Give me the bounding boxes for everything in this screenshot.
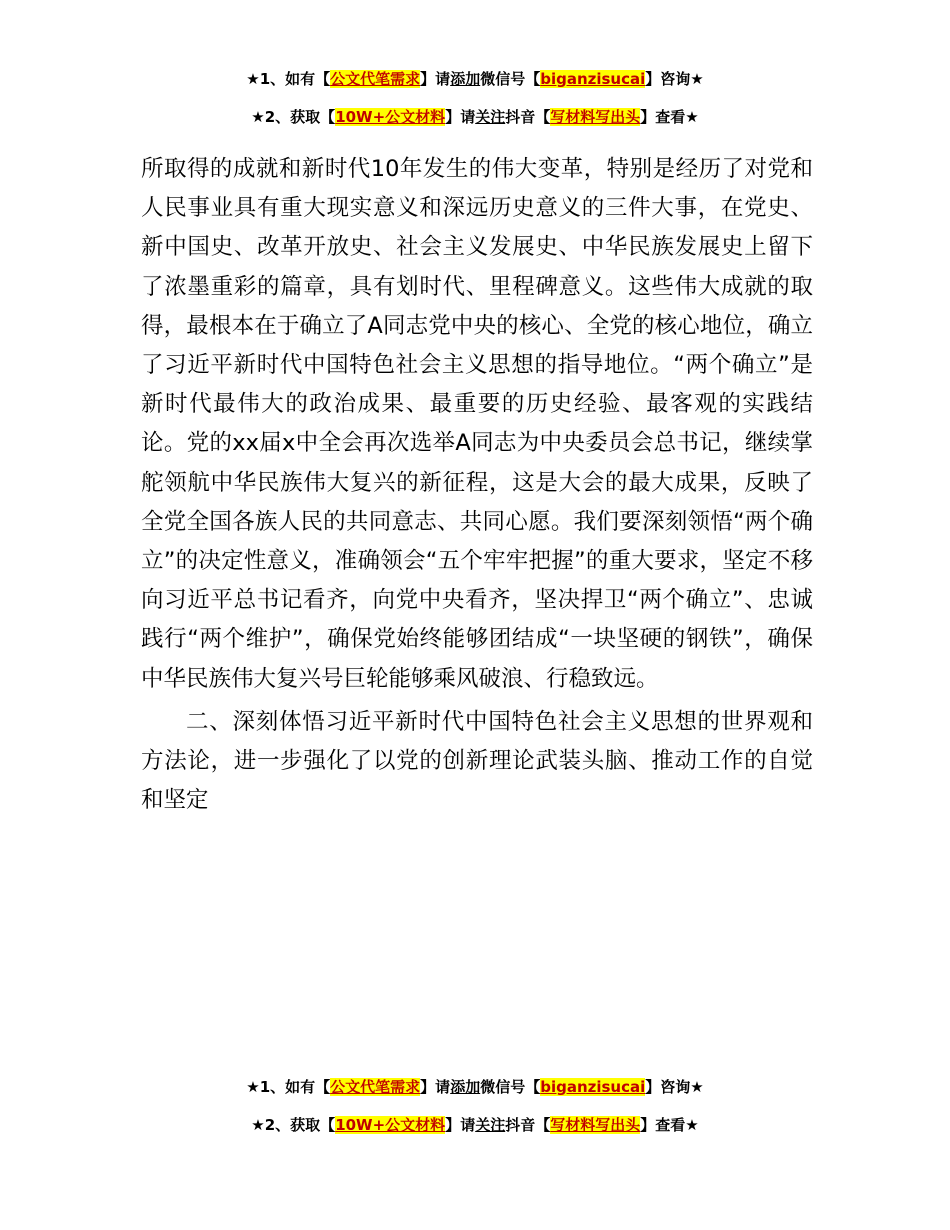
add-emphasis: 添加 bbox=[450, 70, 481, 88]
star-icon: ★ bbox=[246, 70, 260, 88]
materials-highlight: 10W+公文材料 bbox=[335, 108, 446, 126]
materials-highlight: 10W+公文材料 bbox=[335, 1116, 446, 1134]
banner-text: 微信号【 bbox=[480, 1078, 541, 1096]
star-icon: ★ bbox=[251, 1116, 265, 1134]
footer-banner-line-2 bbox=[0, 1115, 950, 1135]
douyin-account-link[interactable]: 写材料写出头 bbox=[550, 108, 641, 126]
banner-text: 2、获取【 bbox=[264, 108, 336, 126]
banner-text: 】请 bbox=[445, 1116, 476, 1134]
document-body bbox=[141, 150, 813, 820]
star-icon: ★ bbox=[251, 108, 265, 126]
header-banner-line-1 bbox=[0, 69, 950, 89]
banner-text: 1、如有【 bbox=[259, 1078, 331, 1096]
douyin-account-link[interactable]: 写材料写出头 bbox=[550, 1116, 641, 1134]
body-paragraph-2-heading: 二、深刻体悟习近平新时代中国特色社会主义思想的世界观和方法论，进一步强化了以党的创新理论武装头脑、推动工作的自觉和坚定 bbox=[141, 708, 813, 814]
service-highlight: 公文代笔需求 bbox=[330, 70, 421, 88]
header-banner-line-2 bbox=[0, 107, 950, 127]
banner-text: 】咨询★ bbox=[645, 1078, 704, 1096]
banner-text: 抖音【 bbox=[505, 1116, 551, 1134]
banner-text: 抖音【 bbox=[505, 108, 551, 126]
service-highlight: 公文代笔需求 bbox=[330, 1078, 421, 1096]
banner-text: 1、如有【 bbox=[259, 70, 331, 88]
add-emphasis: 添加 bbox=[450, 1078, 481, 1096]
body-paragraph-1: 所取得的成就和新时代10年发生的伟大变革，特别是经历了对党和人民事业具有重大现实意义和深远历史意义的三件大事，在党史、新中国史、改革开放史、社会主义发展史、中华民族发展史上留下了浓墨重彩的篇章，具有划时代、里程碑意义。这些伟大成就的取得，最根本在于确立了A同志党中央的核心、全党的核心地位，确立了习近平新时代中国特色社会主义思想的指导地位。“两个确立”是新时代最伟大的政治成果、最重要的历史经验、最客观的实践结论。党的xx届x中全会再次选举A同志为中央委员会总书记，继续掌舵领航中华民族伟大复兴的新征程，这是大会的最大成果，反映了全党全国各族人民的共同意志、共同心愿。我们要深刻领悟“两个确立”的决定性意义，准确领会“五个牢牢把握”的重大要求，坚定不移向习近平总书记看齐，向党中央看齐，坚决捍卫“两个确立”、忠诚践行“两个维护”，确保党始终能够团结成“一块坚硬的钢铁”，确保中华民族伟大复兴号巨轮能够乘风破浪、行稳致远。 bbox=[141, 156, 813, 692]
wechat-id-link[interactable]: biganzisucai bbox=[540, 70, 646, 88]
star-icon: ★ bbox=[246, 1078, 260, 1096]
banner-text: 】查看★ bbox=[640, 1116, 699, 1134]
follow-emphasis: 关注 bbox=[475, 1116, 506, 1134]
banner-text: 】请 bbox=[445, 108, 476, 126]
footer-banner-line-1 bbox=[0, 1077, 950, 1097]
follow-emphasis: 关注 bbox=[475, 108, 506, 126]
banner-text: 2、获取【 bbox=[264, 1116, 336, 1134]
banner-text: 】查看★ bbox=[640, 108, 699, 126]
banner-text: 】咨询★ bbox=[645, 70, 704, 88]
banner-text: 】请 bbox=[420, 70, 451, 88]
banner-text: 微信号【 bbox=[480, 70, 541, 88]
banner-text: 】请 bbox=[420, 1078, 451, 1096]
wechat-id-link[interactable]: biganzisucai bbox=[540, 1078, 646, 1096]
